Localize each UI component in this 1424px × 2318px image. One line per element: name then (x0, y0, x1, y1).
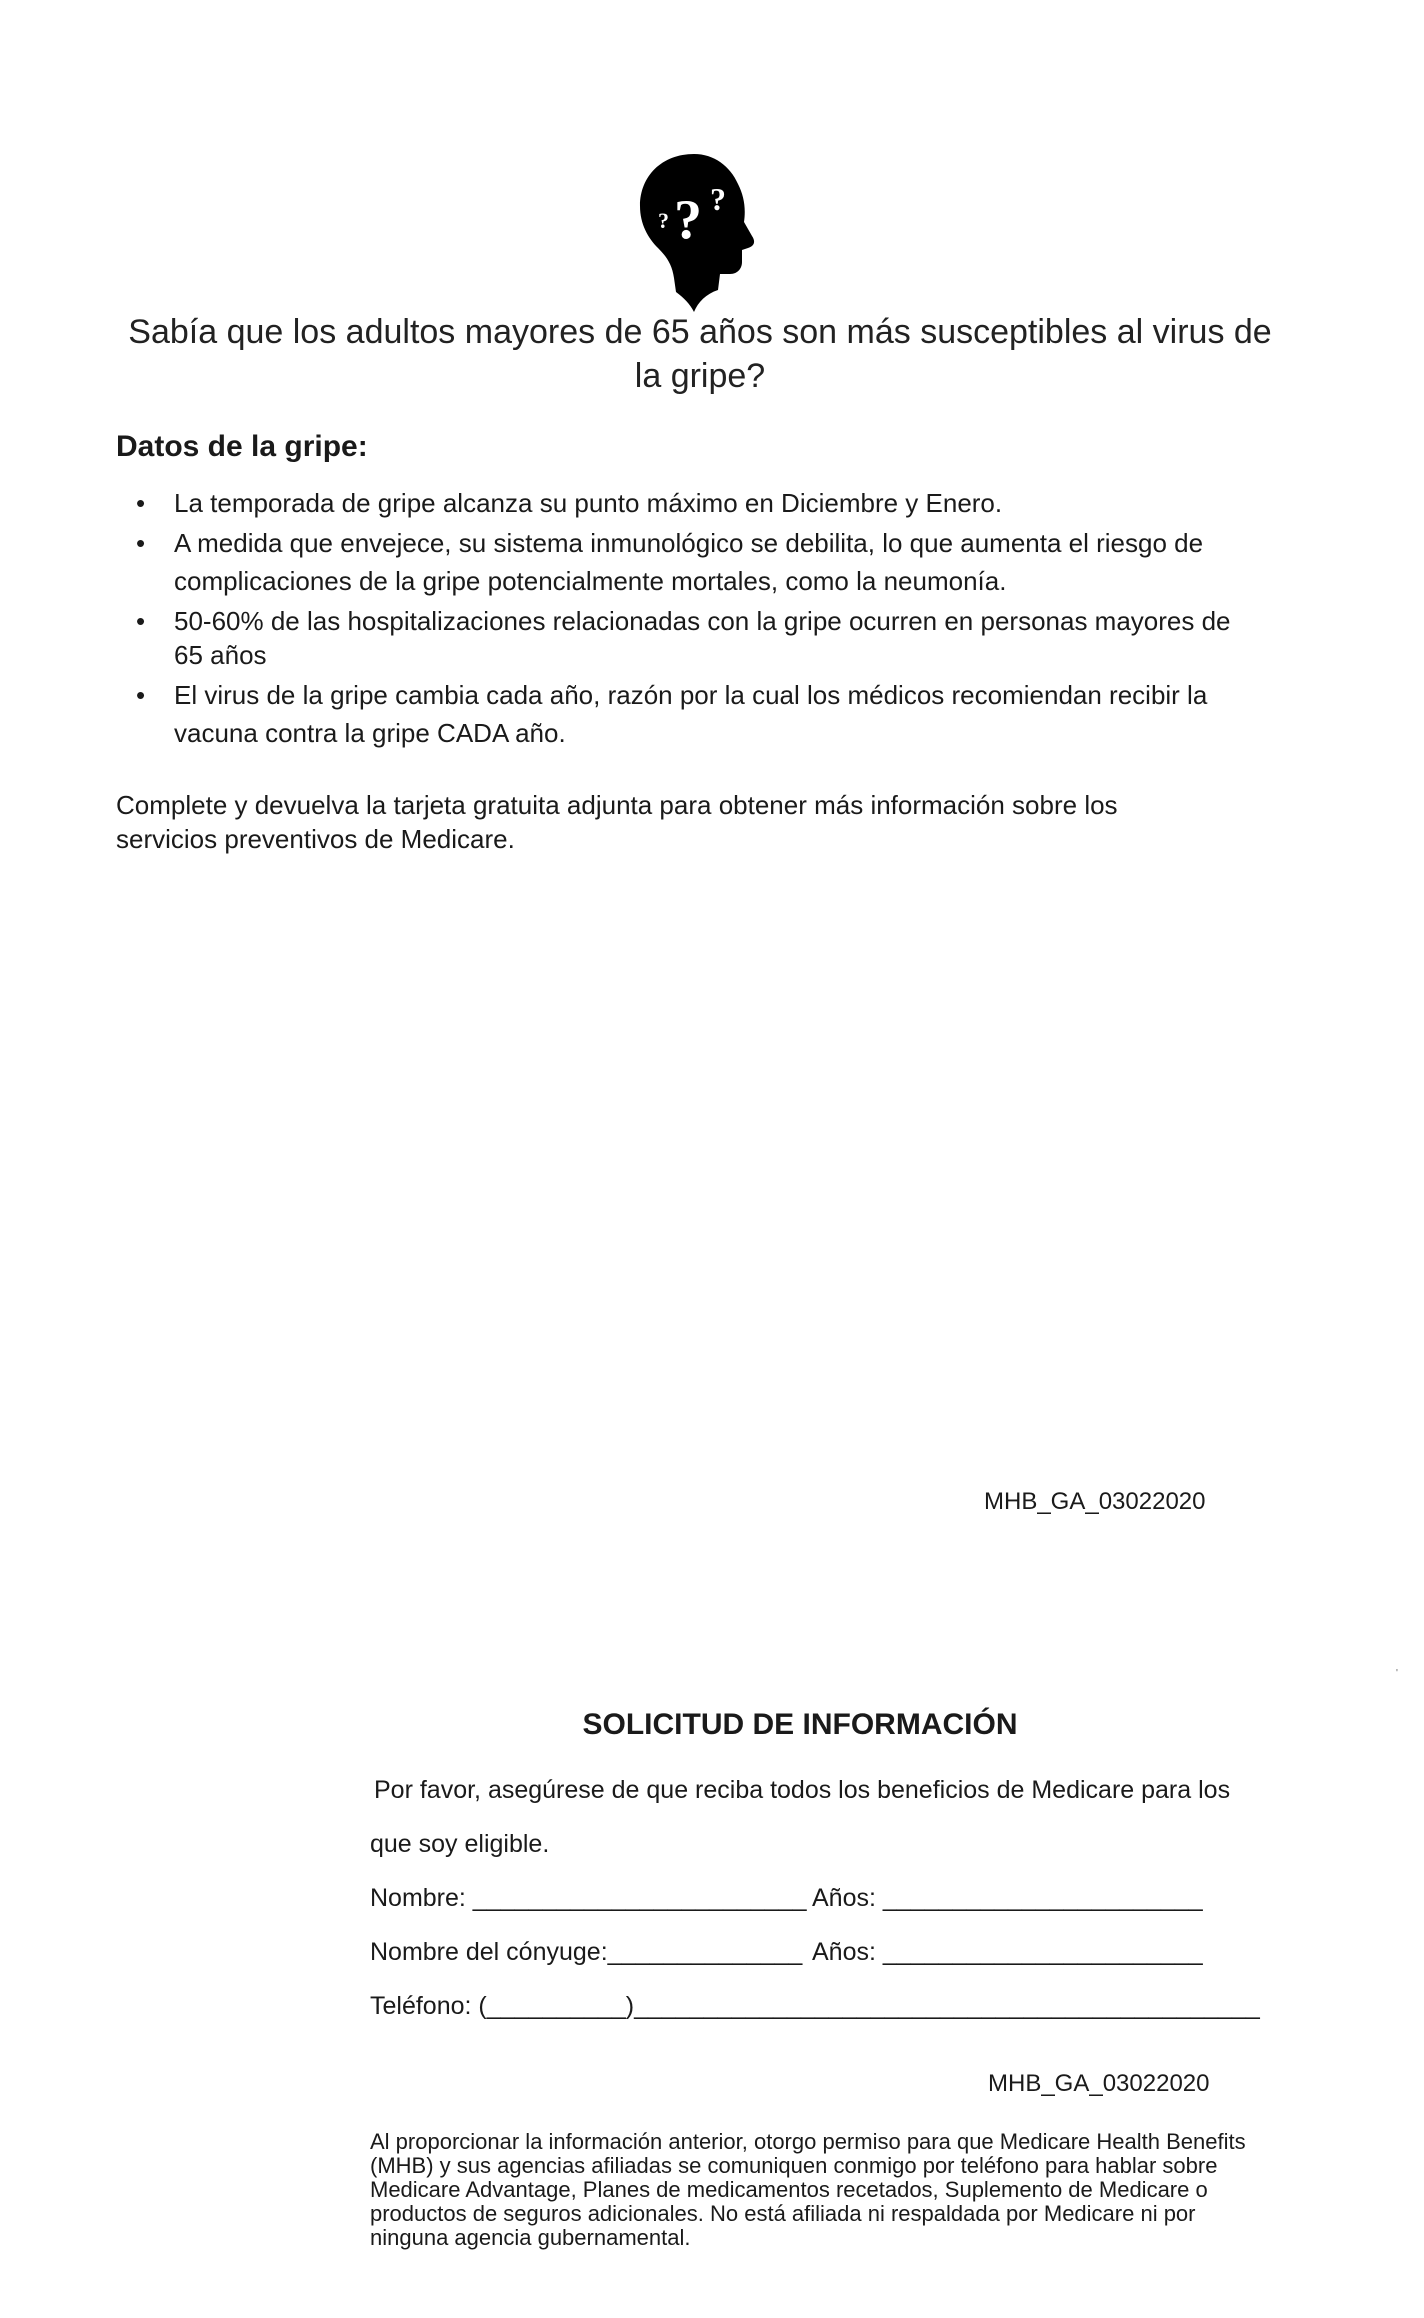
flu-facts-list (130, 484, 1250, 754)
document-code: MHB_GA_03022020 (984, 1488, 1206, 1515)
bullet-text: El virus de la gripe cambia cada año, razón por la cual los médicos recomiendan recibir la vacuna contra la gripe CADA año. (174, 680, 1208, 748)
scan-mark: ' (1396, 1668, 1398, 1679)
list-item (130, 524, 1250, 600)
form-intro-line-2: que soy eligible. (370, 1830, 550, 1858)
bullet-icon: • (136, 680, 146, 710)
headline: Sabía que los adultos mayores de 65 años son más susceptibles al virus de la gripe? (128, 313, 1272, 395)
section-title: Datos de la gripe: (116, 430, 368, 463)
phone-field[interactable]: Teléfono: (__________)_____________________________________________ (370, 1992, 1260, 2020)
list-item (130, 676, 1250, 752)
list-item (130, 484, 1250, 522)
bullet-text: La temporada de gripe alcanza su punto máximo en Diciembre y Enero. (174, 488, 1003, 518)
svg-text:?: ? (658, 208, 669, 233)
form-title: SOLICITUD DE INFORMACIÓN (582, 1708, 1018, 1741)
spouse-age-field[interactable]: Años: _______________________ (812, 1938, 1203, 1966)
bullet-text: 50-60% de las hospitalizaciones relacionadas con la gripe ocurren en personas mayores de 65 años (174, 606, 1231, 670)
form-code: MHB_GA_03022020 (988, 2070, 1210, 2097)
svg-text:?: ? (710, 181, 726, 217)
complete-card-instruction: Complete y devuelva la tarjeta gratuita adjunta para obtener más información sobre los servicios preventivos de Medicare. (116, 790, 1118, 854)
svg-text:?: ? (674, 189, 702, 251)
disclaimer: Al proporcionar la información anterior, otorgo permiso para que Medicare Health Benefits (MHB) y sus agencias afiliadas se comuniquen conmigo por teléfono para hablar sobre Medicare Advantage, Planes de medicamentos recetados, Suplemento de Medicare o productos de seguros adicionales. No está afiliada ni respaldada por Medicare ni por ninguna agencia gubernamental. (370, 2129, 1246, 2250)
bullet-icon: • (136, 606, 146, 636)
form-intro-line-1: Por favor, asegúrese de que reciba todos los beneficios de Medicare para los (374, 1776, 1231, 1804)
bullet-icon: • (136, 528, 146, 558)
bullet-text: A medida que envejece, su sistema inmunológico se debilita, lo que aumenta el riesgo de complicaciones de la gripe potencialmente mortales, como la neumonía. (174, 528, 1204, 596)
head-question-icon (636, 152, 762, 312)
age-field[interactable]: Años: _______________________ (812, 1884, 1203, 1912)
spouse-name-field[interactable]: Nombre del cónyuge:______________ (370, 1938, 803, 1966)
name-field[interactable]: Nombre: ________________________ (370, 1884, 807, 1912)
list-item (130, 604, 1250, 672)
bullet-icon: • (136, 488, 146, 518)
